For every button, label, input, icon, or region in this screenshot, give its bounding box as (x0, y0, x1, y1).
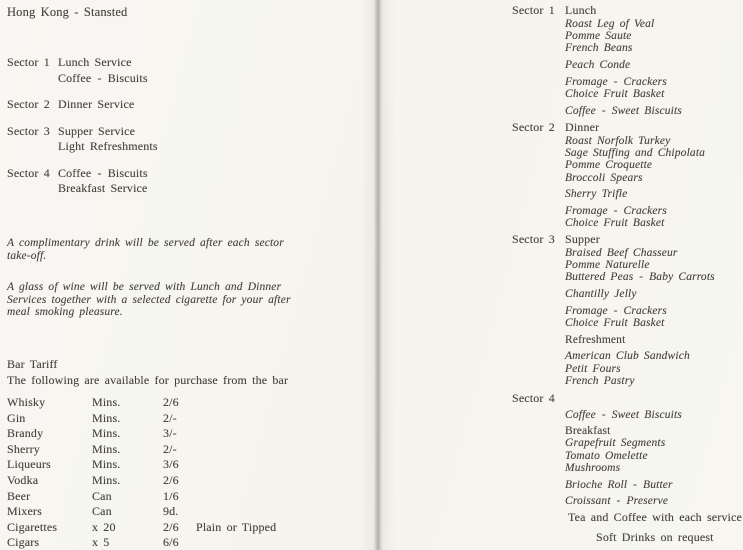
tariff-row (7, 457, 371, 473)
menu-item: Roast Leg of Veal (565, 18, 655, 30)
menu-item: French Beans (565, 42, 633, 55)
sector-heading-row (512, 121, 705, 133)
tariff-note (196, 535, 371, 550)
tariff-price: 2/6 (163, 395, 179, 409)
sector-service-list (7, 55, 158, 208)
tariff-price: 1/6 (163, 488, 179, 503)
tariff-row (7, 535, 371, 550)
tariff-price: 3/6 (163, 457, 179, 472)
sector-services (58, 97, 134, 113)
tariff-note (196, 473, 371, 489)
tariff-row (7, 395, 371, 411)
service-line: Dinner Service (58, 97, 135, 111)
tariff-measure: Mins. (92, 426, 121, 441)
menu-item: Mushrooms (565, 461, 621, 474)
tariff-note: Plain or Tipped (196, 519, 277, 534)
menu-item: Choice Fruit Basket (565, 88, 665, 101)
page-right (380, 0, 743, 550)
service-line: Coffee - Biscuits (58, 70, 148, 85)
sector-services (58, 55, 148, 86)
menu-item: Coffee - Sweet Biscuits (565, 104, 682, 117)
tariff-item: Cigarettes (7, 519, 58, 534)
menu-item: Tomato Omelette (565, 449, 648, 462)
tariff-item: Whisky (7, 395, 46, 409)
sector-services (58, 166, 148, 197)
tariff-row (7, 504, 371, 520)
menu-items (565, 135, 705, 229)
menu-item: Brioche Roll - Butter (565, 478, 673, 491)
bar-tariff-subheading: The following are available for purchase from the bar (7, 373, 289, 387)
menu-item: Buttered Peas - Baby Carrots (565, 271, 715, 284)
sector-label: Sector 2 (512, 120, 555, 134)
menu-item: Choice Fruit Basket (565, 217, 665, 230)
wine-cigarette-note: A glass of wine will be served with Lunch and Dinner Services together with a selected cigarette for your after meal smoking pleasure. (7, 281, 291, 319)
tariff-note (196, 489, 371, 505)
tariff-item: Liqueurs (7, 457, 51, 472)
tariff-measure: Mins. (92, 457, 121, 472)
tariff-item: Beer (7, 488, 31, 503)
tariff-measure: Can (92, 504, 112, 519)
tariff-item: Cigars (7, 535, 40, 550)
sector-services (58, 124, 158, 155)
tariff-price: 9d. (163, 504, 179, 519)
sector-label: Sector 3 (512, 232, 555, 246)
menu-item: Choice Fruit Basket (565, 317, 665, 330)
tariff-measure: Mins. (92, 441, 121, 456)
sector-label: Sector 4 (512, 391, 555, 405)
breakfast-heading: Breakfast (565, 425, 611, 438)
tariff-note (196, 411, 371, 427)
sector-heading-row (512, 4, 682, 16)
menu-item: Pomme Saute (565, 30, 632, 43)
tariff-row (7, 473, 371, 489)
menu-item: French Pastry (565, 374, 635, 387)
menu-item: Broccoli Spears (565, 171, 643, 184)
tariff-price: 2/6 (163, 519, 179, 534)
tea-coffee-note: Tea and Coffee with each service (568, 510, 742, 524)
menu-item: Peach Conde (565, 59, 631, 72)
menu-items (565, 247, 715, 387)
tariff-measure: Mins. (92, 410, 121, 425)
sector-label: Sector 1 (512, 3, 555, 17)
menu-item: Croissant - Preserve (565, 495, 669, 508)
menu-item: Pomme Croquette (565, 159, 653, 172)
complimentary-drink-note: A complimentary drink will be served after each sector take-off. (7, 237, 284, 262)
sector-heading-row (512, 233, 715, 245)
page-title: Hong Kong - Stansted (7, 5, 128, 19)
menu-item: Braised Beef Chasseur (565, 247, 678, 259)
tariff-item: Gin (7, 410, 26, 425)
sector-label: Sector 2 (7, 97, 50, 111)
tariff-price: 6/6 (163, 535, 179, 550)
menu-item: American Club Sandwich (565, 350, 690, 363)
tariff-item: Mixers (7, 504, 42, 519)
tariff-price: 2/- (163, 441, 177, 456)
soft-drinks-note: Soft Drinks on request (596, 530, 714, 544)
sector-row (7, 166, 158, 197)
sector-row (7, 97, 158, 113)
menu-sector-1 (512, 4, 682, 117)
sector-row (7, 124, 158, 155)
tariff-measure: Mins. (92, 472, 121, 487)
tariff-price: 2/6 (163, 472, 179, 487)
menu-item: Fromage - Crackers (565, 304, 667, 317)
menu-items (565, 18, 682, 117)
service-line: Lunch Service (58, 55, 132, 69)
tariff-price: 2/- (163, 410, 177, 425)
tariff-row (7, 411, 371, 427)
refreshment-heading: Refreshment (565, 333, 626, 346)
menu-item: Fromage - Crackers (565, 205, 667, 218)
menu-item: Grapefruit Segments (565, 437, 666, 450)
menu-items (565, 409, 682, 508)
sector-label: Sector 1 (7, 55, 50, 69)
tariff-measure: Mins. (92, 395, 121, 409)
service-line: Supper Service (58, 123, 136, 138)
menu-item: Petit Fours (565, 362, 621, 375)
menu-item: Coffee - Sweet Biscuits (565, 408, 682, 421)
service-line: Light Refreshments (58, 139, 158, 153)
menu-item: Sherry Trifle (565, 188, 628, 201)
tariff-row (7, 489, 371, 505)
meal-heading: Supper (565, 232, 600, 246)
menu-item: Fromage - Crackers (565, 75, 667, 88)
service-line: Breakfast Service (58, 181, 148, 195)
menu-item: Roast Norfolk Turkey (565, 135, 671, 147)
tariff-note (196, 457, 371, 473)
tariff-price: 3/- (163, 426, 177, 441)
tariff-measure: x 5 (92, 535, 110, 550)
tariff-note (196, 442, 371, 458)
service-line: Coffee - Biscuits (58, 165, 148, 180)
bar-tariff-table (7, 395, 371, 550)
menu-sector-4 (512, 392, 682, 507)
meal-heading: Lunch (565, 3, 597, 17)
sector-heading-row (512, 392, 682, 404)
tariff-measure: Can (92, 488, 112, 503)
tariff-measure: x 20 (92, 519, 116, 534)
sector-row (7, 55, 158, 86)
tariff-row (7, 426, 371, 442)
tariff-row (7, 520, 371, 536)
tariff-item: Vodka (7, 472, 39, 487)
menu-item: Sage Stuffing and Chipolata (565, 147, 706, 160)
tariff-item: Brandy (7, 426, 44, 441)
tariff-item: Sherry (7, 441, 40, 456)
bar-tariff-heading: Bar Tariff (7, 357, 58, 371)
meal-heading: Dinner (565, 120, 600, 134)
sector-label: Sector 3 (7, 123, 50, 138)
sector-label: Sector 4 (7, 165, 50, 180)
tariff-note (196, 504, 371, 520)
tariff-note (196, 395, 371, 411)
menu-item: Pomme Naturelle (565, 259, 650, 272)
tariff-note (196, 426, 371, 442)
tariff-row (7, 442, 371, 458)
menu-sector-2 (512, 121, 705, 229)
menu-sector-3 (512, 233, 715, 387)
menu-item: Chantilly Jelly (565, 288, 637, 301)
